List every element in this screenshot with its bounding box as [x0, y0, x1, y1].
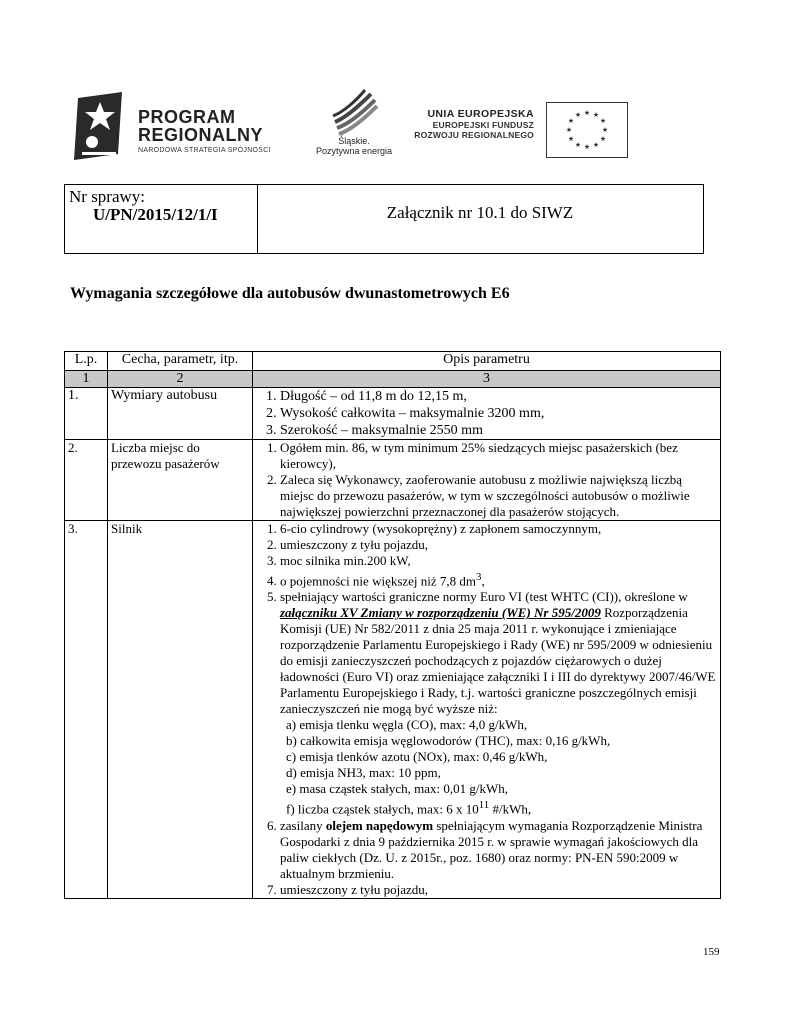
- slaskie-logo: [314, 88, 394, 166]
- svg-text:★: ★: [599, 117, 607, 125]
- eu-flag-icon: [546, 102, 628, 158]
- program-regionalny-logo: [70, 90, 300, 166]
- row-lp: 1.: [65, 388, 108, 440]
- list-item: 3. moc silnika min.200 kW,: [280, 553, 717, 569]
- fundusz-text: EUROPEJSKI FUNDUSZ: [432, 120, 534, 130]
- document-title: Wymagania szczegółowe dla autobusów dwunastometrowych E6: [70, 285, 510, 302]
- column-header-lp: L.p.: [65, 352, 108, 371]
- svg-text:★: ★: [601, 126, 609, 134]
- item-text: #/kWh,: [489, 801, 532, 817]
- svg-text:★: ★: [574, 111, 582, 119]
- list-item: 2. Zaleca się Wykonawcy, zaoferowanie autobusu z możliwie największą liczbą miejsc do przewozu pasażerów, w tym w szczególności autobusów o możliwie największej powierzchni przeznaczonej dla pasażerów stojących.: [280, 472, 717, 520]
- case-number-value: U/PN/2015/12/1/I: [93, 205, 218, 224]
- svg-text:★: ★: [567, 135, 575, 143]
- emission-limit: a) emisja tlenku węgla (CO), max: 4,0 g/kWh,: [286, 717, 528, 733]
- item-text: ,: [481, 573, 485, 589]
- item-text: spełniający wartości graniczne normy Euro VI (test WHTC (CI)), określone w: [280, 589, 688, 605]
- item-text: o pojemności nie większej niż 7,8 dm: [280, 573, 477, 589]
- svg-text:★: ★: [583, 143, 591, 151]
- column-number: 1: [65, 371, 108, 388]
- svg-text:★: ★: [567, 117, 575, 125]
- pozytywna-energia-text: Pozytywna energia: [315, 146, 393, 156]
- row-feature: Wymiary autobusu: [108, 388, 253, 440]
- list-item: 1. Długość – od 11,8 m do 12,15 m,: [280, 388, 717, 405]
- svg-text:★: ★: [574, 141, 582, 149]
- slaskie-waves-icon: [329, 88, 379, 136]
- emission-limit: e) masa cząstek stałych, max: 0,01 g/kWh,: [286, 781, 509, 797]
- case-number-label: Nr sprawy:: [69, 187, 146, 206]
- requirements-table: [64, 351, 721, 899]
- program-regionalny-emblem-icon: [70, 90, 130, 166]
- list-item: [280, 569, 717, 589]
- item-text: Rozporządzenia Komisji (UE) Nr 582/2011 z dnia 25 maja 2011 r. wykonujące i zmieniające rozporządzenie Parlamentu Europejskiego i Rady (WE) nr 595/2009 w odniesieniu do emisji zanieczyszczeń pochodzących z pojazdów ciężarowych o dużej ładowności (Euro VI) oraz zmieniające załączniki I i III do dyrektywy 2007/46/WE Parlamentu Europejskiego i Rady, t.j. wartości graniczne poszczególnych emisji zanieczyszczeń nie mogą być wyższe niż:: [280, 605, 716, 717]
- attachment-title: Załącznik nr 10.1 do SIWZ: [386, 203, 574, 222]
- column-number: 3: [253, 371, 721, 388]
- slaskie-text: Śląskie.: [338, 136, 370, 146]
- ue-logo: [408, 102, 628, 156]
- list-item: 2. Wysokość całkowita – maksymalnie 3200 mm,: [280, 405, 717, 422]
- svg-text:★: ★: [599, 135, 607, 143]
- fuel-type: olejem napędowym: [325, 817, 434, 833]
- row-feature: Liczba miejsc do przewozu pasażerów: [108, 440, 253, 521]
- emission-limit: d) emisja NH3, max: 10 ppm,: [286, 765, 441, 781]
- superscript: 11: [478, 799, 490, 812]
- column-number-row: [65, 371, 721, 388]
- emission-limit: b) całkowita emisja węglowodorów (THC), max: 0,16 g/kWh,: [286, 733, 611, 749]
- table-row: [65, 521, 721, 899]
- item-text: f) liczba cząstek stałych, max: 6 x 10: [286, 801, 479, 817]
- list-item: 7. umieszczony z tyłu pojazdu,: [280, 882, 717, 898]
- item-text: zasilany: [280, 817, 326, 833]
- svg-text:★: ★: [592, 111, 600, 119]
- superscript: 3: [476, 571, 482, 583]
- unia-europejska-text: UNIA EUROPEJSKA: [427, 108, 534, 120]
- program-text: PROGRAM: [138, 107, 236, 127]
- list-item: 1. 6-cio cylindrowy (wysokoprężny) z zapłonem samoczynnym,: [280, 521, 717, 537]
- column-header-description: Opis parametru: [253, 352, 721, 371]
- svg-text:★: ★: [565, 126, 573, 134]
- strategia-text: NARODOWA STRATEGIA SPÓJNOŚCI: [138, 147, 271, 154]
- list-item: 3. Szerokość – maksymalnie 2550 mm: [280, 422, 717, 439]
- row-lp: 2.: [65, 440, 108, 521]
- svg-text:★: ★: [583, 109, 591, 117]
- case-header-box: [64, 184, 704, 254]
- row-description: [253, 440, 721, 521]
- rozwoju-text: ROZWOJU REGIONALNEGO: [414, 130, 534, 140]
- regionalny-text: REGIONALNY: [138, 125, 264, 145]
- case-number-cell: [65, 185, 258, 253]
- list-item: [280, 589, 717, 817]
- page-number: 159: [703, 946, 720, 958]
- regulation-reference: załączniku XV Zmiany w rozporządzeniu (WE) Nr 595/2009: [280, 605, 601, 621]
- list-item: 1. Ogółem min. 86, w tym minimum 25% siedzących miejsc pasażerskich (bez kierowcy),: [280, 440, 717, 472]
- column-number: 2: [108, 371, 253, 388]
- emission-limit: [280, 797, 717, 817]
- svg-text:★: ★: [592, 141, 600, 149]
- row-lp: 3.: [65, 521, 108, 899]
- row-description: [253, 521, 721, 899]
- table-header-row: [65, 352, 721, 371]
- logo-strip: [70, 88, 630, 168]
- emission-limit: c) emisja tlenków azotu (NOx), max: 0,46 g/kWh,: [286, 749, 548, 765]
- item-text: spełniającym wymagania Rozporządzenie Ministra Gospodarki z dnia 9 października 2015 r. w sprawie wymagań jakościowych dla paliw ciekłych (Dz. U. z 2015r., poz. 1680) oraz normy: PN-EN 590:2009 w aktualnym brzmieniu.: [280, 817, 703, 881]
- list-item: 2. umieszczony z tyłu pojazdu,: [280, 537, 717, 553]
- table-row: [65, 388, 721, 440]
- row-description: [253, 388, 721, 440]
- row-feature: Silnik: [108, 521, 253, 899]
- table-row: [65, 440, 721, 521]
- list-item: [280, 818, 717, 882]
- column-header-feature: Cecha, parametr, itp.: [108, 352, 253, 371]
